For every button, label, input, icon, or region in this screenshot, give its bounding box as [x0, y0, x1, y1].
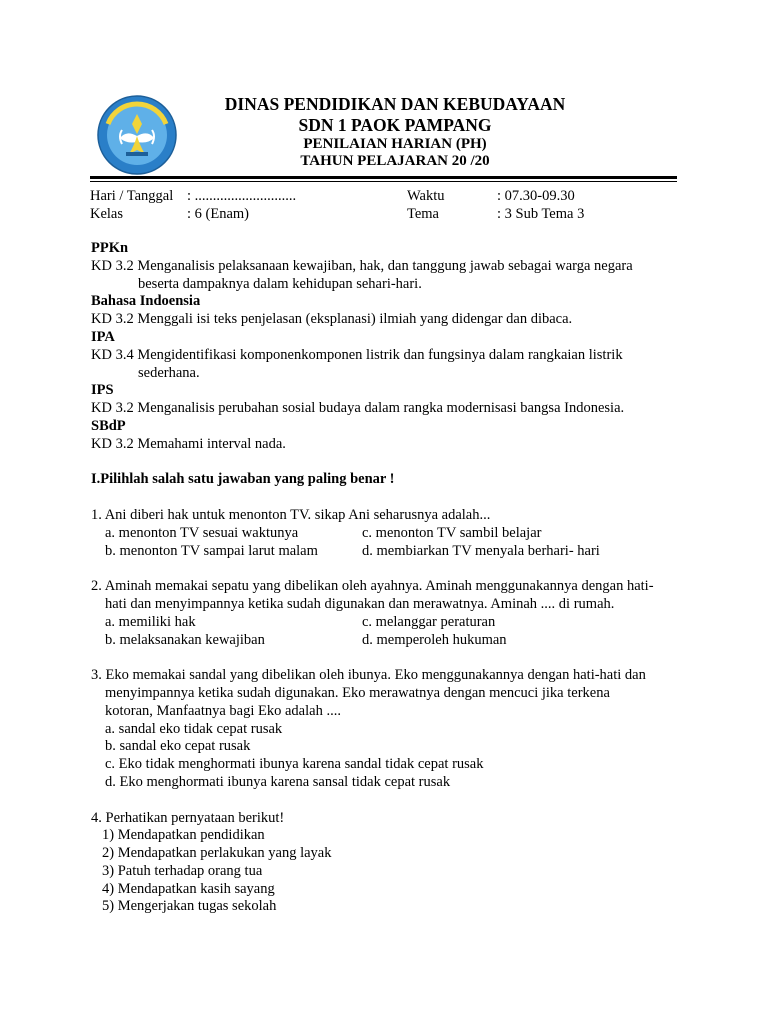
q4-statement-4: 4) Mendapatkan kasih sayang	[102, 880, 275, 897]
q4-statement-2: 2) Mendapatkan perlakukan yang layak	[102, 845, 332, 862]
q1-option-b: b. menonton TV sampai larut malam	[105, 542, 318, 559]
subject-ipa: IPA	[91, 328, 115, 345]
agency-title: DINAS PENDIDIKAN DAN KEBUDAYAAN	[224, 94, 566, 114]
q1-option-d: d. membiarkan TV menyala berhari- hari	[362, 542, 600, 559]
question-1-options-row2	[91, 543, 691, 561]
question-3-line1: 3. Eko memakai sandal yang dibelikan oleh ibunya. Eko menggunakannya dengan hati-hati dan	[91, 667, 646, 684]
subject-ppkn: PPKn	[91, 240, 129, 256]
q1-option-c: c. menonton TV sambil belajar	[362, 524, 542, 541]
kd-sbdp: KD 3.2 Memahami interval nada.	[91, 435, 286, 452]
q2-option-d: d. memperoleh hukuman	[362, 631, 507, 648]
question-3-line3: kotoran, Manfaatnya bagi Eko adalah ....	[105, 702, 341, 719]
question-2-options-row1	[91, 614, 691, 632]
q2-option-c: c. melanggar peraturan	[362, 613, 496, 630]
tut-wuri-handayani-logo	[96, 94, 178, 176]
exam-content	[91, 240, 691, 916]
kd-ppkn-line2: beserta dampaknya dalam kehidupan sehari-hari.	[138, 275, 422, 292]
exam-title: PENILAIAN HARIAN (PH)	[303, 136, 487, 152]
kd-bahasa-indonesia: KD 3.2 Menggali isi teks penjelasan (eksplanasi) ilmiah yang didengar dan dibaca.	[91, 311, 573, 328]
q3-option-c: c. Eko tidak menghormati ibunya karena sandal tidak cepat rusak	[105, 756, 484, 773]
hari-value: : ............................	[187, 188, 297, 204]
tema-label: Tema	[407, 206, 439, 222]
question-2-line1: 2. Aminah memakai sepatu yang dibelikan oleh ayahnya. Aminah menggunakannya dengan hati-	[91, 578, 654, 595]
kd-ipa-line1: KD 3.4 Mengidentifikasi komponenkomponen listrik dan fungsinya dalam rangkaian listrik	[91, 346, 623, 363]
q1-option-a: a. menonton TV sesuai waktunya	[105, 524, 299, 541]
question-3-line2: menyimpannya ketika sudah digunakan. Eko merawatnya dengan mencuci jika terkena	[105, 684, 610, 701]
kd-ipa-line2: sederhana.	[138, 364, 200, 381]
question-1-options-row1	[91, 525, 691, 543]
tema-value: : 3 Sub Tema 3	[497, 206, 585, 222]
instruction: I.Pilihlah salah satu jawaban yang paling benar !	[91, 471, 395, 488]
header-divider-thin	[90, 181, 677, 182]
kd-ips: KD 3.2 Menganalisis perubahan sosial budaya dalam rangka modernisasi bangsa Indonesia.	[91, 400, 625, 417]
q4-statement-5: 5) Mengerjakan tugas sekolah	[102, 898, 277, 915]
q4-statement-3: 3) Patuh terhadap orang tua	[102, 862, 263, 879]
question-2-line2: hati dan menyimpannya ketika sudah digunakan dan merawatnya. Aminah .... di rumah.	[105, 595, 615, 612]
question-1: 1. Ani diberi hak untuk menonton TV. sikap Ani seharusnya adalah...	[91, 506, 491, 523]
q3-option-a: a. sandal eko tidak cepat rusak	[105, 720, 283, 737]
kelas-label: Kelas	[90, 206, 124, 222]
header-divider-thick	[90, 176, 677, 179]
subject-ips: IPS	[91, 382, 114, 399]
q3-option-b: b. sandal eko cepat rusak	[105, 738, 251, 755]
waktu-label: Waktu	[407, 188, 445, 204]
hari-label: Hari / Tanggal	[90, 188, 174, 204]
subject-bahasa-indonesia: Bahasa Indoensia	[91, 293, 201, 310]
q2-option-b: b. melaksanakan kewajiban	[105, 631, 265, 648]
q3-option-d: d. Eko menghormati ibunya karena sansal tidak cepat rusak	[105, 773, 451, 790]
subject-sbdp: SBdP	[91, 417, 126, 434]
question-2-options-row2	[91, 632, 691, 650]
academic-year: TAHUN PELAJARAN 20 /20	[300, 153, 490, 169]
question-4: 4. Perhatikan pernyataan berikut!	[91, 809, 285, 826]
waktu-value: : 07.30-09.30	[497, 188, 575, 204]
q4-statement-1: 1) Mendapatkan pendidikan	[102, 827, 265, 844]
q2-option-a: a. memiliki hak	[105, 613, 196, 630]
kelas-value: : 6 (Enam)	[187, 206, 250, 222]
school-name: SDN 1 PAOK PAMPANG	[298, 115, 492, 135]
kd-ppkn-line1: KD 3.2 Menganalisis pelaksanaan kewajiban, hak, dan tanggung jawab sebagai warga negara	[91, 257, 633, 274]
